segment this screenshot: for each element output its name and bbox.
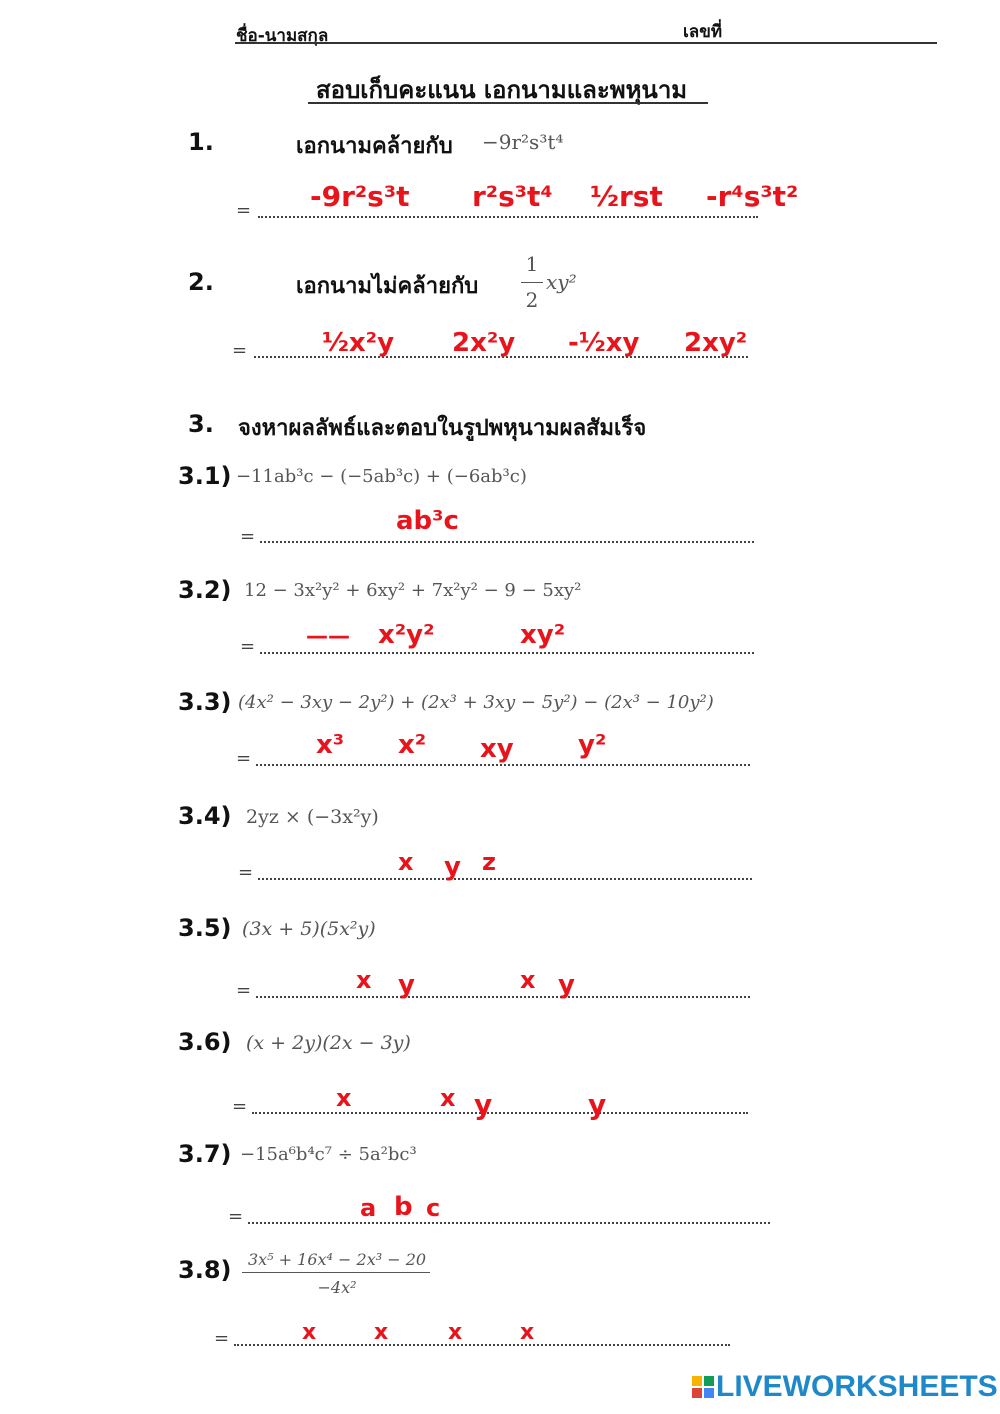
item-3-6-number: 3.6) [178,1028,232,1056]
item-3-1-answer-line[interactable] [260,541,754,543]
item-3-3-answer-line[interactable] [256,764,750,766]
item-3-6-answer-4[interactable]: y [588,1088,607,1121]
item-3-3-expression: (4x² − 3xy − 2y²) + (2x³ + 3xy − 5y²) − (2x³ − 10y²) [238,692,714,713]
item-3-7-number: 3.7) [178,1140,232,1168]
q2-fraction-denominator: 2 [525,288,539,312]
item-3-3-answer-1[interactable]: x³ [316,730,345,760]
item-3-5-answer-3[interactable]: x [520,966,536,994]
q2-fraction-numerator: 1 [525,252,539,276]
header-rule [235,42,937,44]
q1-answer-1[interactable]: -9r²s³t [310,180,410,213]
item-3-2-number: 3.2) [178,576,232,604]
q1-number: 1. [188,128,214,156]
q1-answer-line[interactable] [258,216,758,218]
item-3-7-answer-1[interactable]: a [360,1194,377,1222]
item-3-6-answer-3[interactable]: y [474,1088,493,1121]
item-3-8-answer-4[interactable]: x [520,1320,535,1345]
item-3-5-expression: (3x + 5)(5x²y) [242,918,376,940]
item-3-7-answer-line[interactable] [248,1222,770,1224]
item-3-5-number: 3.5) [178,914,232,942]
liveworksheets-logo-icon [692,1376,714,1398]
q2-answer-1[interactable]: ½x²y [322,328,395,358]
item-3-5-answer-1[interactable]: x [356,966,372,994]
q2-answer-2[interactable]: 2x²y [452,328,516,358]
item-3-4-equals: = [238,862,254,883]
q2-equals: = [232,340,248,361]
item-3-6-answer-1[interactable]: x [336,1084,352,1112]
item-3-3-answer-3[interactable]: xy [480,734,514,764]
section3-text: จงหาผลลัพธ์และตอบในรูปพหุนามผลสัมเร็จ [238,416,647,441]
item-3-2-answer-line[interactable] [260,652,754,654]
item-3-8-number: 3.8) [178,1256,232,1284]
item-3-6-expression: (x + 2y)(2x − 3y) [246,1032,411,1054]
item-3-8-fraction-bar [242,1272,430,1273]
item-3-8-answer-2[interactable]: x [374,1320,389,1345]
item-3-3-number: 3.3) [178,688,232,716]
title-underline [308,102,708,104]
item-3-1-equals: = [240,526,256,547]
item-3-6-equals: = [232,1096,248,1117]
item-3-7-answer-2[interactable]: b [394,1192,413,1222]
item-3-8-numerator: 3x⁵ + 16x⁴ − 2x³ − 20 [247,1250,427,1269]
item-3-3-equals: = [236,748,252,769]
item-3-6-answer-line[interactable] [252,1112,748,1114]
item-3-2-answer-3[interactable]: xy² [520,620,566,650]
item-3-1-number: 3.1) [178,462,232,490]
q2-answer-3[interactable]: -½xy [568,328,640,358]
item-3-4-answer-1[interactable]: x [398,848,414,876]
q1-text: เอกนามคล้ายกับ [296,134,453,159]
section3-number: 3. [188,410,214,438]
name-label: ชื่อ-นามสกุล [236,26,329,46]
q1-answer-4[interactable]: -r⁴s³t² [706,180,799,213]
item-3-5-answer-4[interactable]: y [558,970,575,1000]
q2-number: 2. [188,268,214,296]
q1-equals: = [236,200,252,221]
item-3-7-expression: −15a⁶b⁴c⁷ ÷ 5a²bc³ [240,1144,417,1165]
q1-answer-3[interactable]: ½rst [590,180,663,213]
item-3-2-answer-2[interactable]: x²y² [378,620,435,650]
item-3-1-expression: −11ab³c − (−5ab³c) + (−6ab³c) [236,466,527,487]
liveworksheets-logo[interactable]: LIVEWORKSHEETS [716,1370,998,1403]
item-3-8-answer-1[interactable]: x [302,1320,317,1345]
item-3-4-answer-2[interactable]: y [444,852,461,882]
page-title: สอบเก็บคะแนน เอกนามและพหุนาม [316,76,688,104]
item-3-4-expression: 2yz × (−3x²y) [246,806,379,828]
item-3-3-answer-2[interactable]: x² [398,730,427,760]
item-3-5-answer-2[interactable]: y [398,970,415,1000]
q2-answer-4[interactable]: 2xy² [684,328,748,358]
item-3-3-answer-4[interactable]: y² [578,730,607,760]
item-3-2-equals: = [240,636,256,657]
item-3-7-equals: = [228,1206,244,1227]
item-3-8-answer-3[interactable]: x [448,1320,463,1345]
number-label: เลขที่ [683,22,723,42]
q2-text: เอกนามไม่คล้ายกับ [296,274,479,299]
item-3-5-equals: = [236,980,252,1001]
item-3-4-answer-3[interactable]: z [482,848,496,876]
q2-fraction-bar [521,282,543,283]
item-3-2-answer-1[interactable]: —— [306,624,350,649]
item-3-8-denominator: −4x² [317,1278,357,1297]
item-3-4-number: 3.4) [178,802,232,830]
item-3-6-answer-2[interactable]: x [440,1084,456,1112]
q1-answer-2[interactable]: r²s³t⁴ [472,180,553,213]
item-3-1-answer-1[interactable]: ab³c [396,506,459,536]
item-3-8-equals: = [214,1328,230,1349]
item-3-4-answer-line[interactable] [258,878,752,880]
q2-expression-tail: xy² [546,270,577,294]
item-3-5-answer-line[interactable] [256,996,750,998]
item-3-2-expression: 12 − 3x²y² + 6xy² + 7x²y² − 9 − 5xy² [244,580,582,601]
item-3-7-answer-3[interactable]: c [426,1194,441,1222]
q1-expression: −9r²s³t⁴ [482,130,564,154]
